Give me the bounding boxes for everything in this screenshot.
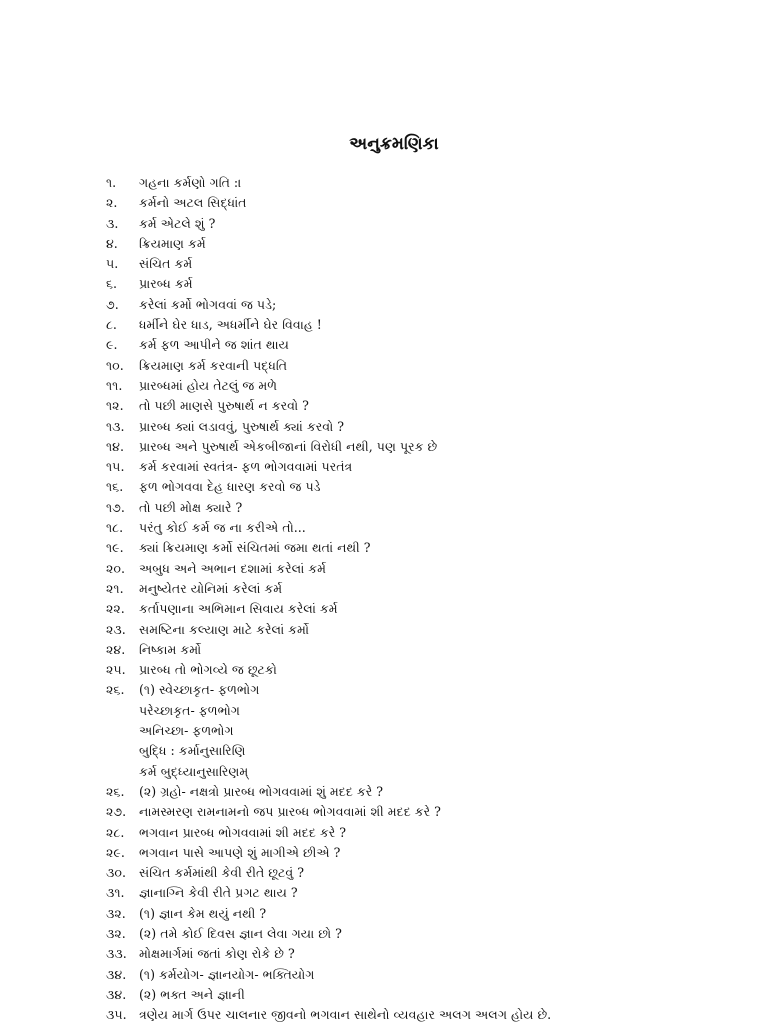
toc-entry-title: (૧) કર્મયોગ- જ્ઞાનયોગ- ભક્તિયોગ: [139, 966, 315, 982]
toc-entry-title: કર્તાપણાના અભિમાન સિવાય કરેલાં કર્મ: [139, 601, 338, 617]
toc-entry: [106, 254, 756, 274]
toc-entry-title: પ્રારબ્ધ કર્મ: [139, 276, 193, 292]
toc-entry-title: સમષ્ટિના કલ્યાણ માટે કરેલાં કર્મો: [139, 621, 309, 637]
toc-entry: [106, 518, 756, 538]
toc-entry: [106, 640, 756, 660]
toc-entry-number: ૩૩.: [106, 946, 127, 962]
toc-entry: [106, 274, 756, 294]
toc-entry-number: ૨૬.: [106, 682, 125, 698]
toc-entry-number: ૩૨.: [106, 925, 126, 941]
toc-entry: [106, 295, 756, 315]
toc-entry-number: ૧૯.: [106, 540, 124, 556]
toc-entry-title: અબુધ અને અભાન દશામાં કરેલાં કર્મ: [139, 560, 327, 576]
toc-entry-number: ૮.: [106, 317, 117, 333]
toc-entry: [106, 579, 756, 599]
toc-entry: [106, 1005, 756, 1025]
toc-entry-title: (૨) ગ્રહો- નક્ષત્રો પ્રારબ્ધ ભોગવવામાં શું મદદ કરે ?: [139, 783, 384, 799]
toc-entry: [106, 234, 756, 254]
toc-entry-number: ૪.: [106, 235, 118, 251]
toc-entry-title: ભગવાન પ્રારબ્ધ ભોગવવામાં શી મદદ કરે ?: [139, 824, 347, 840]
toc-entry: [106, 335, 756, 355]
toc-entry-title: ફળ ભોગવવા દેહ ધારણ કરવો જ પડે: [139, 479, 321, 495]
table-of-contents: [106, 173, 756, 1025]
toc-entry: [106, 863, 756, 883]
toc-entry: [106, 193, 756, 213]
toc-entry-number: ૨૩.: [106, 621, 126, 637]
toc-entry-title: તો પછી માણસે પુરુષાર્થ ન કરવો ?: [139, 398, 309, 414]
toc-entry: [106, 782, 756, 802]
toc-entry-title: પ્રારબ્ધ તો ભોગવ્યે જ છૂટકો: [139, 662, 277, 678]
toc-entry-number: ૧૪.: [106, 438, 124, 454]
toc-entry-title: પરેચ્છાકૃત- ફળભોગ: [139, 702, 240, 718]
toc-entry-number: ૨૮.: [106, 824, 125, 840]
toc-entry: [106, 599, 756, 619]
toc-entry-title: (૨) તમે કોઈ દિવસ જ્ઞાન લેવા ગયા છો ?: [139, 925, 342, 941]
toc-entry-number: ૨૬.: [106, 783, 125, 799]
toc-entry: [106, 741, 756, 761]
toc-entry: [106, 173, 756, 193]
toc-entry-title: સંચિત કર્મમાંથી કેવી રીતે છૂટવું ?: [139, 865, 304, 881]
toc-entry-number: ૨૫.: [106, 662, 126, 678]
toc-entry: [106, 315, 756, 335]
toc-entry-title: (૧) સ્વેચ્છાકૃત- ફળભોગ: [139, 682, 260, 698]
toc-entry-title: ગહના કર્મણો ગતિ :।: [139, 175, 242, 190]
toc-entry-number: ૩૫.: [106, 1007, 127, 1023]
toc-entry: [106, 498, 756, 518]
toc-entry-number: ૧૬.: [106, 479, 124, 495]
toc-entry-title: અનિચ્છા- ફળભોગ: [139, 723, 234, 739]
toc-entry: [106, 985, 756, 1005]
toc-entry: [106, 417, 756, 437]
toc-entry-number: ૩૧.: [106, 885, 125, 901]
toc-entry: [106, 214, 756, 234]
toc-entry: [106, 620, 756, 640]
toc-entry: [106, 904, 756, 924]
toc-entry-title: (૧) જ્ઞાન કેમ થયું નથી ?: [139, 905, 267, 921]
toc-entry-number: ૧૧.: [106, 377, 123, 393]
toc-entry-title: પ્રારબ્ધ અને પુરુષાર્થ એકબીજાનાં વિરોધી નથી, પણ પૂરક છે: [139, 438, 438, 454]
toc-entry: [106, 356, 756, 376]
toc-entry-title: મોક્ષમાર્ગમાં જતાં કોણ રોકે છે ?: [139, 946, 295, 962]
toc-entry-title: પ્રારબ્ધ ક્યાં લડાવવું, પુરુષાર્થ ક્યાં કરવો ?: [139, 418, 345, 434]
toc-entry-number: ૭.: [106, 296, 119, 312]
toc-entry: [106, 802, 756, 822]
toc-entry-title: કર્મ એટલે શું ?: [139, 215, 216, 231]
toc-entry-title: કર્મનો અટલ સિદ્ધાંત: [139, 195, 247, 211]
toc-entry: [106, 762, 756, 782]
toc-entry-title: પરંતુ કોઈ કર્મ જ ના કરીએ તો...: [139, 520, 306, 536]
toc-entry-number: ૨૨.: [106, 601, 125, 617]
toc-entry-title: ક્રિયમાણ કર્મ: [139, 235, 206, 251]
toc-entry-number: ૧૨.: [106, 398, 124, 414]
toc-entry-number: ૩૨.: [106, 905, 126, 921]
toc-entry: [106, 538, 756, 558]
toc-entry-number: ૧.: [106, 175, 117, 190]
toc-entry-title: કર્મ બુદ્ધ્યાનુસારિણમ્: [139, 763, 249, 779]
toc-entry-number: ૨૧.: [106, 580, 124, 596]
toc-entry-title: બુદ્ધિ : કર્માનુસારિણિ: [139, 743, 246, 759]
toc-entry: [106, 477, 756, 497]
toc-entry-title: (૨) ભક્ત અને જ્ઞાની: [139, 986, 245, 1002]
toc-entry-number: ૯.: [106, 337, 118, 353]
toc-entry-number: ૨૪.: [106, 641, 126, 657]
toc-entry: [106, 457, 756, 477]
toc-entry-number: ૩૦.: [106, 865, 126, 881]
page-title: અનુક્રમણિકા: [349, 134, 439, 154]
toc-entry: [106, 680, 756, 700]
toc-entry-title: તો પછી મોક્ષ ક્યારે ?: [139, 499, 243, 515]
toc-entry-title: કર્મ ફળ આપીને જ શાંત થાય: [139, 337, 289, 353]
toc-entry: [106, 843, 756, 863]
toc-entry-number: ૨૭.: [106, 804, 127, 820]
toc-entry-number: ૬.: [106, 276, 118, 292]
toc-entry-title: નામસ્મરણ રામનામનો જપ પ્રારબ્ધ ભોગવવામાં શી મદદ કરે ?: [139, 804, 441, 820]
toc-entry-title: કરેલાં કર્મો ભોગવવાં જ પડે;: [139, 296, 277, 312]
toc-entry: [106, 965, 756, 985]
toc-entry-title: ભગવાન પાસે આપણે શું માગીએ છીએ ?: [139, 844, 341, 860]
toc-entry-number: ૧૮.: [106, 520, 124, 536]
toc-entry-number: ૨૦.: [106, 560, 125, 576]
toc-entry: [106, 924, 756, 944]
toc-entry-title: ક્યાં ક્રિયમાણ કર્મો સંચિતમાં જમા થતાં નથી ?: [139, 540, 371, 556]
toc-entry-number: ૫.: [106, 256, 119, 272]
toc-entry-number: ૧૫.: [106, 459, 125, 475]
toc-entry-title: કર્મ કરવામાં સ્વતંત્ર- ફળ ભોગવવામાં પરતંત્ર: [139, 459, 353, 475]
toc-entry-title: ક્રિયમાણ કર્મ કરવાની પદ્ધતિ: [139, 357, 288, 373]
toc-entry-number: ૩૪.: [106, 966, 127, 982]
toc-entry-number: ૨.: [106, 195, 118, 211]
toc-entry: [106, 721, 756, 741]
toc-entry: [106, 396, 756, 416]
toc-entry-number: ૩.: [106, 215, 119, 231]
toc-entry-number: ૧૦.: [106, 357, 124, 373]
toc-entry: [106, 437, 756, 457]
toc-entry-title: જ્ઞાનાગ્નિ કેવી રીતે પ્રગટ થાય ?: [139, 885, 298, 901]
toc-entry: [106, 944, 756, 964]
toc-entry: [106, 883, 756, 903]
toc-entry: [106, 823, 756, 843]
toc-entry: [106, 559, 756, 579]
toc-entry: [106, 376, 756, 396]
toc-entry-number: ૧૩.: [106, 418, 125, 434]
toc-entry-number: ૨૯.: [106, 844, 125, 860]
toc-entry-title: મનુષ્યેતર યોનિમાં કરેલાં કર્મ: [139, 580, 283, 596]
toc-entry-title: સંચિત કર્મ: [139, 256, 193, 272]
toc-entry: [106, 701, 756, 721]
toc-entry-title: નિષ્કામ કર્મો: [139, 641, 202, 657]
toc-entry-title: ત્રણેય માર્ગ ઉપર ચાલનાર જીવનો ભગવાન સાથેનો વ્યવહાર અલગ અલગ હોય છે.: [139, 1007, 552, 1023]
toc-entry-number: ૧૭.: [106, 499, 125, 515]
toc-entry-number: ૩૪.: [106, 986, 127, 1002]
toc-entry-title: ધર્મીને ઘેર ધાડ, અધર્મીને ઘેર વિવાહ !: [139, 317, 322, 333]
toc-entry: [106, 660, 756, 680]
toc-entry-title: પ્રારબ્ધમાં હોય તેટલું જ મળે: [139, 377, 278, 393]
